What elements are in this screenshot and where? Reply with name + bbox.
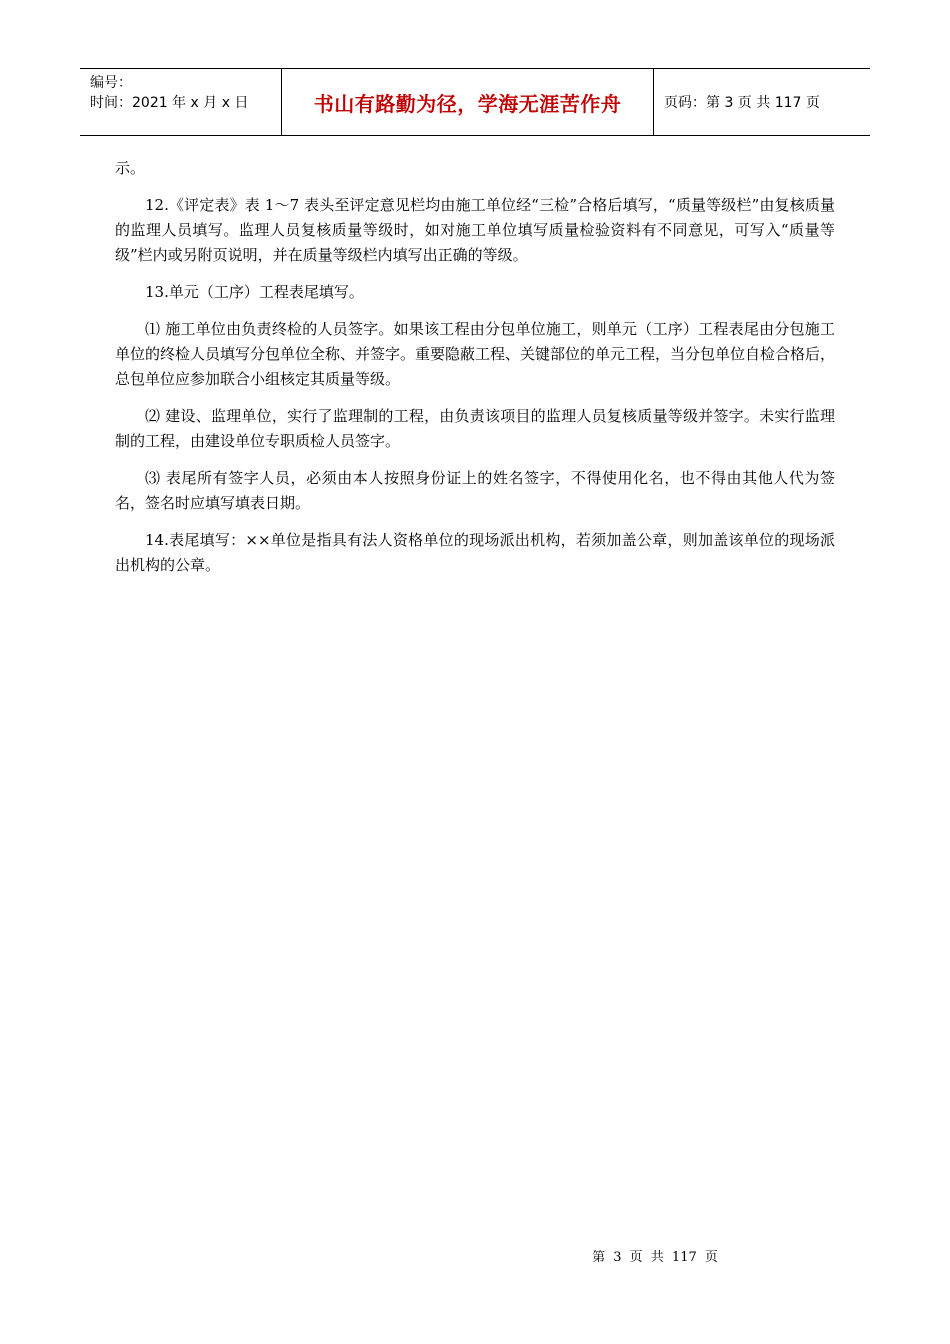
paragraph-item-12: 12.《评定表》表 1～7 表头至评定意见栏均由施工单位经“三检”合格后填写，“质量等级栏”由复核质量的监理人员填写。监理人员复核质量等级时，如对施工单位填写质量检验资料有不同意见，可写入“质量等级”栏内或另附页说明，并在质量等级栏内填写出正确的等级。 [115, 196, 835, 264]
paragraph-item-13-2: ⑵ 建设、监理单位，实行了监理制的工程，由负责该项目的监理人员复核质量等级并签字。未实行监理制的工程，由建设单位专职质检人员签字。 [115, 407, 835, 450]
paragraph-item-13-3: ⑶ 表尾所有签字人员，必须由本人按照身份证上的姓名签字，不得使用化名，也不得由其他人代为签名，签名时应填写填表日期。 [115, 469, 835, 512]
document-date: 时间：2021 年 x 月 x 日 [90, 95, 249, 111]
page-footer: 第 3 页 共 117 页 [592, 1250, 718, 1265]
header-page-info: 页码：第 3 页 共 117 页 [664, 95, 820, 111]
paragraph-continuation: 示。 [115, 159, 146, 177]
document-number-label: 编号： [90, 75, 132, 91]
header-motto: 书山有路勤为径，学海无涯苦作舟 [282, 69, 654, 135]
document-body [115, 156, 835, 590]
paragraph-item-13-1: ⑴ 施工单位由负责终检的人员签字。如果该工程由分包单位施工，则单元（工序）工程表尾由分包施工单位的终检人员填写分包单位全称、并签字。重要隐蔽工程、关键部位的单元工程，当分包单位自检合格后，总包单位应参加联合小组核定其质量等级。 [115, 320, 836, 388]
header-left-cell [80, 69, 282, 135]
paragraph-item-14: 14.表尾填写：××单位是指具有法人资格单位的现场派出机构，若须加盖公章，则加盖该单位的现场派出机构的公章。 [115, 531, 835, 574]
paragraph-item-13: 13.单元（工序）工程表尾填写。 [145, 283, 364, 301]
page-header [80, 68, 870, 136]
